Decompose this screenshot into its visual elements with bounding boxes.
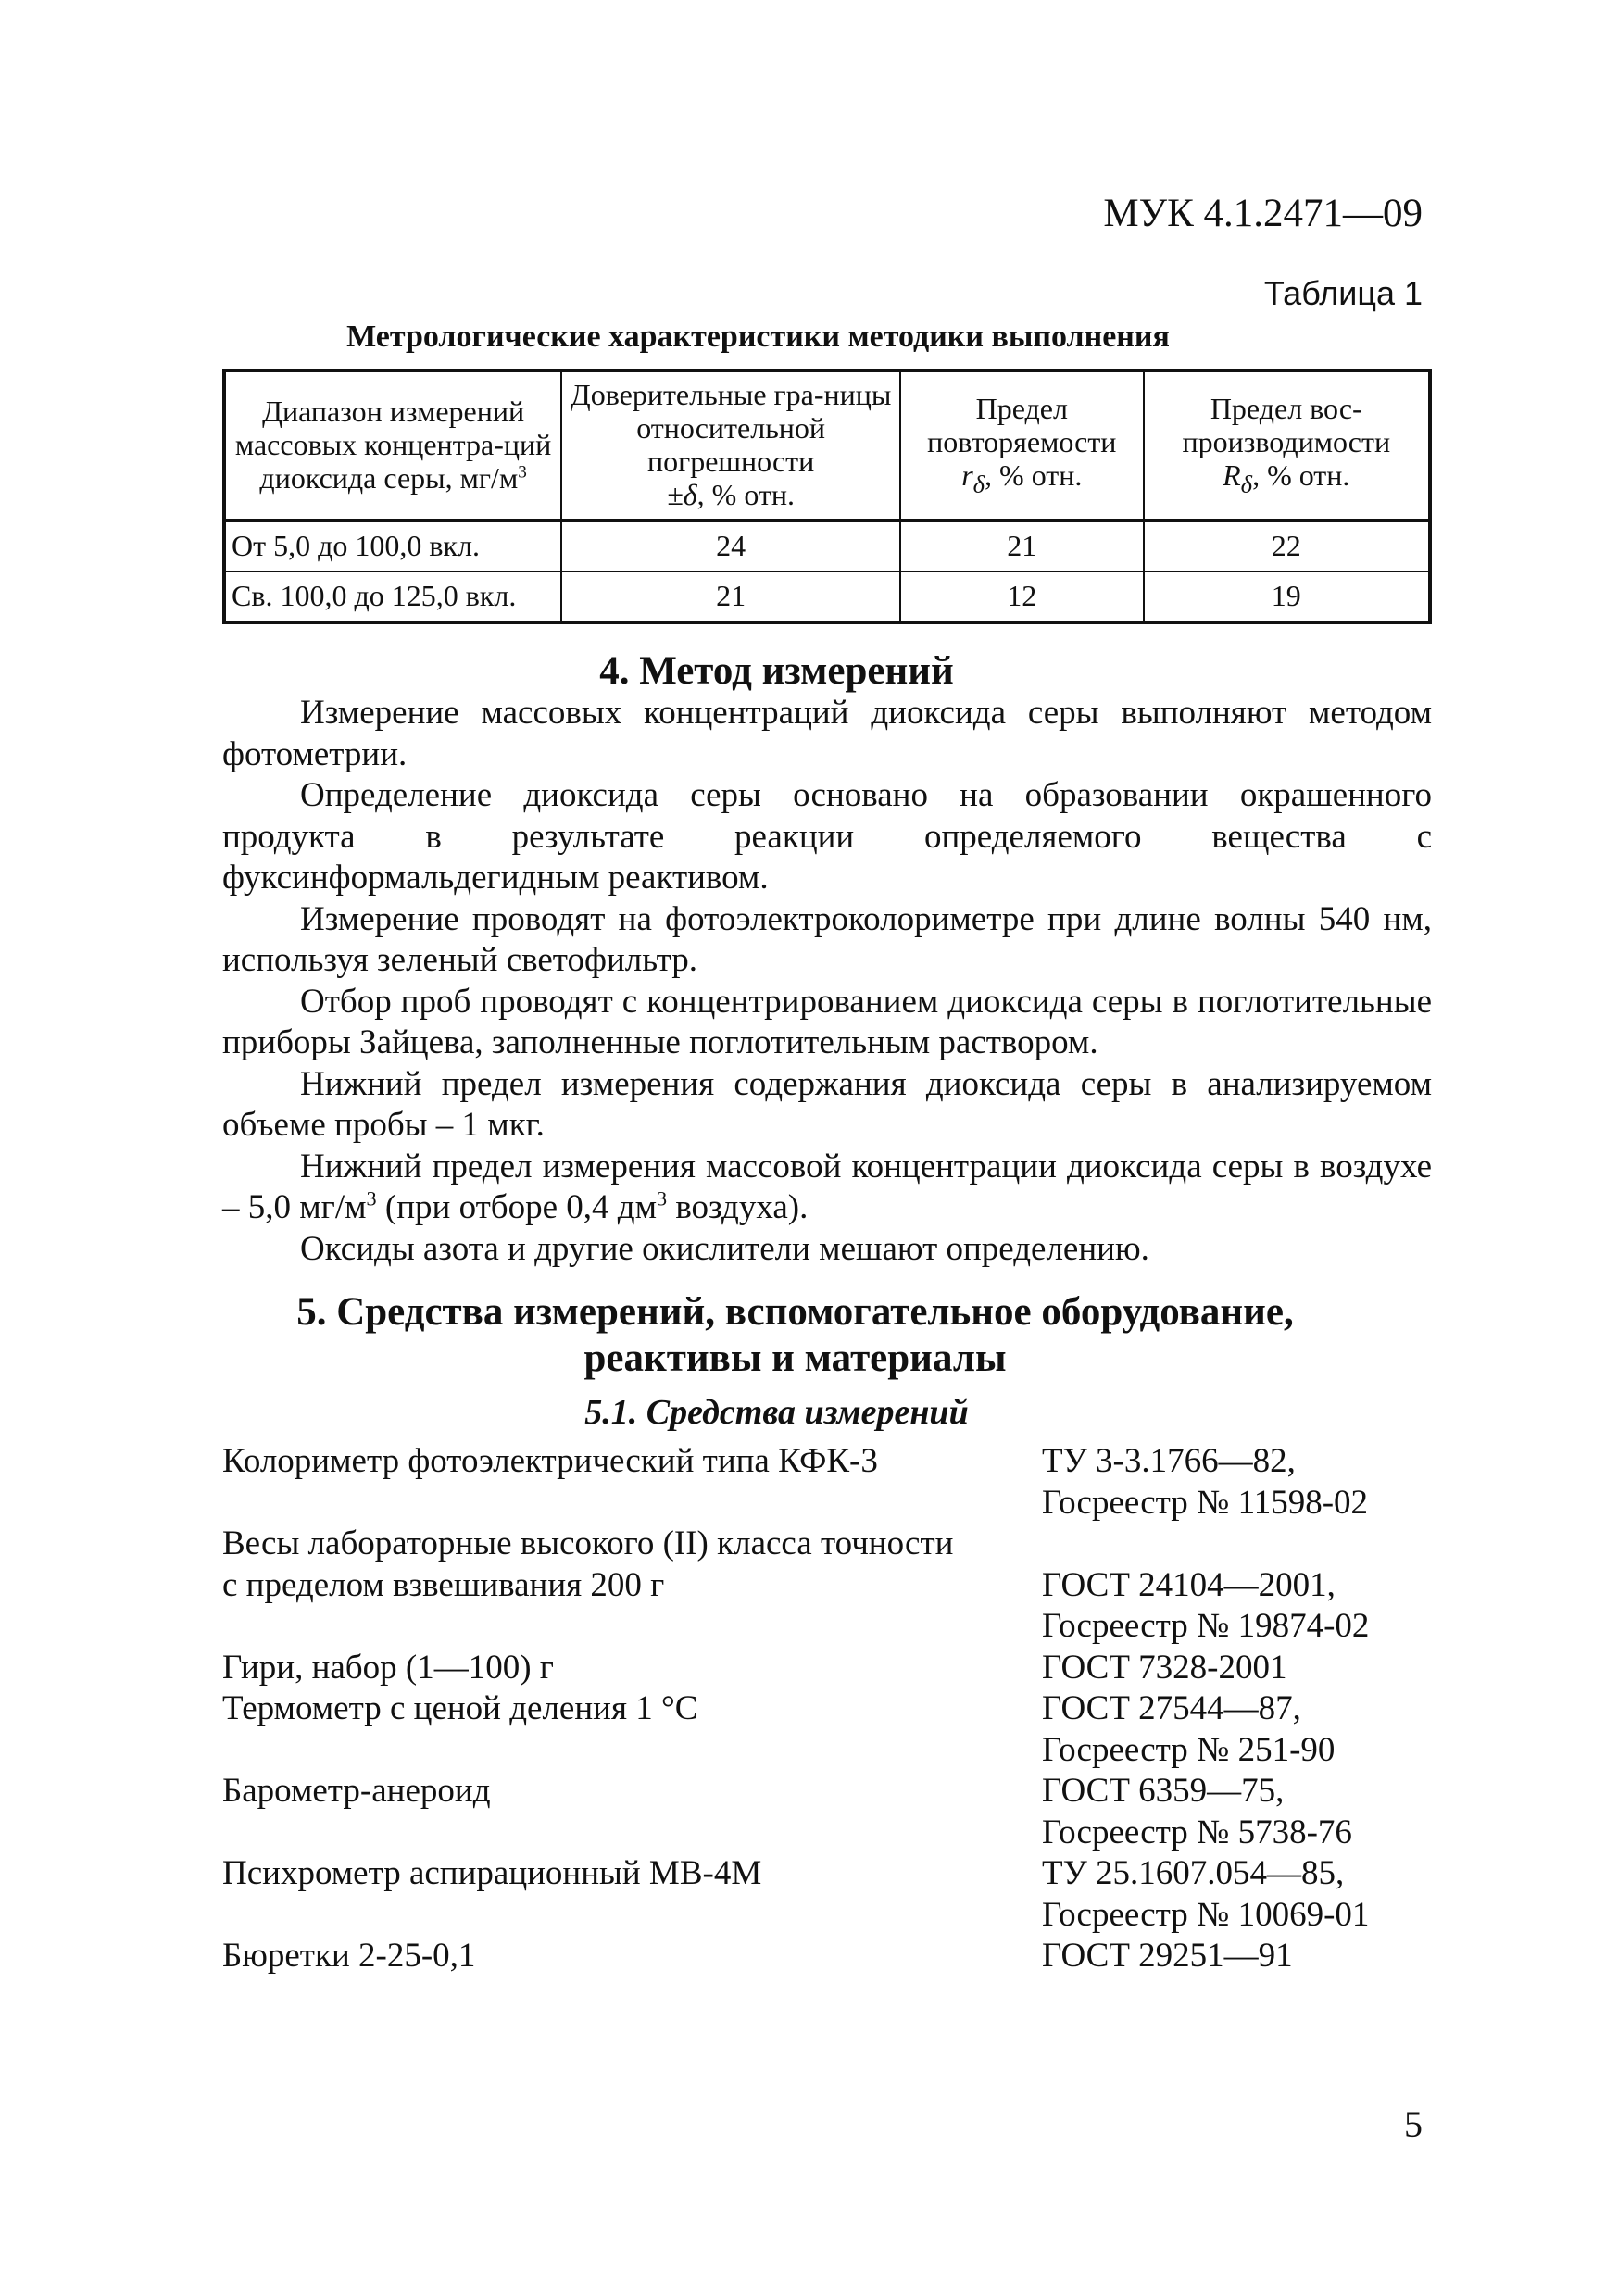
standard-line: ГОСТ 29251—91 (1042, 1937, 1293, 1975)
cell-reproducibility: 22 (1144, 521, 1430, 571)
header-repeatability-symbol: r (961, 458, 973, 492)
section-4-body (222, 693, 1432, 1270)
cell-reproducibility: 19 (1144, 571, 1430, 622)
registry-line: Госреестр № 19874-02 (1042, 1607, 1370, 1645)
paragraph: Отбор проб проводят с концентрированием диоксида серы в поглотительные приборы Зайцева, заполненные поглотительным раствором. (222, 982, 1432, 1061)
cell-delta: 24 (561, 521, 900, 571)
equipment-name: Бюретки 2-25-0,1 (222, 1937, 476, 1975)
header-delta-text: Доверительные гра-ницы относительной погрешности (570, 378, 892, 478)
paragraph (222, 1147, 1432, 1229)
subsection-5-1-heading: 5.1. Средства измерений (584, 1393, 969, 1432)
table-header-row (224, 370, 1430, 521)
header-delta-symbol: ±δ (667, 477, 697, 511)
list-item (222, 1936, 1445, 1977)
superscript: 3 (366, 1186, 377, 1211)
paragraph-part: (при отборе 0,4 дм (376, 1188, 657, 1226)
header-range-text: Диапазон измерений массовых концентра-ций диоксида серы, мг/м (234, 395, 552, 495)
paragraph: Определение диоксида серы основано на образовании окрашенного продукта в результате реакции определяемого вещества с фуксинформальдегидным реактивом. (222, 776, 1432, 897)
registry-line: Госреестр № 5738-76 (1042, 1813, 1352, 1851)
header-repeatability (900, 370, 1143, 521)
section-4-heading: 4. Метод измерений (599, 649, 954, 693)
cell-range: От 5,0 до 100,0 вкл. (224, 521, 561, 571)
metrology-table (222, 369, 1432, 624)
header-range-sup: 3 (518, 462, 527, 483)
standard-line: ГОСТ 7328-2001 (1042, 1648, 1287, 1687)
list-item (222, 1688, 1445, 1771)
list-item (222, 1648, 1445, 1689)
equipment-name: Колориметр фотоэлектрический типа КФК-3 (222, 1442, 878, 1480)
document-code: МУК 4.1.2471—09 (1103, 192, 1423, 235)
header-repeatability-unit: , % отн. (985, 458, 1083, 492)
cell-range: Св. 100,0 до 125,0 вкл. (224, 571, 561, 622)
standard-line: ГОСТ 24104—2001, (1042, 1565, 1336, 1604)
standard-line: ТУ 3-3.1766—82, (1042, 1442, 1296, 1480)
paragraph: Измерение массовых концентраций диоксида серы выполняют методом фотометрии. (222, 694, 1432, 773)
header-reproducibility-sub: δ (1240, 470, 1253, 498)
list-item (222, 1524, 1445, 1648)
equipment-standard (1042, 1853, 1445, 1936)
header-reproducibility (1144, 370, 1430, 521)
list-item (222, 1853, 1445, 1936)
table-row (224, 521, 1430, 571)
equipment-standard (1042, 1648, 1445, 1689)
section-5-heading-line1: 5. Средства измерений, вспомогательное оборудование, (296, 1290, 1294, 1334)
section-5-heading (0, 1289, 1618, 1383)
equipment-name-line: Весы лабораторные высокого (II) класса точности (222, 1524, 954, 1562)
paragraph: Оксиды азота и другие окислители мешают определению. (300, 1229, 1149, 1268)
equipment-name: Барометр-анероид (222, 1772, 491, 1810)
paragraph-part: воздуха). (667, 1188, 809, 1226)
cell-delta: 21 (561, 571, 900, 622)
registry-line: Госреестр № 251-90 (1042, 1730, 1336, 1769)
equipment-standard (1042, 1771, 1445, 1853)
header-repeatability-text: Предел повторяемости (927, 392, 1117, 458)
header-repeatability-sub: δ (972, 470, 985, 498)
cell-repeatability: 21 (900, 521, 1143, 571)
equipment-standard (1042, 1688, 1445, 1771)
standard-line: ГОСТ 27544—87, (1042, 1689, 1301, 1727)
superscript: 3 (656, 1186, 668, 1211)
equipment-standard (1042, 1524, 1445, 1648)
header-reproducibility-text: Предел вос-производимости (1182, 392, 1391, 458)
table-label: Таблица 1 (1263, 274, 1423, 312)
registry-line: Госреестр № 11598-02 (1042, 1483, 1369, 1522)
header-delta-unit: , % отн. (696, 477, 796, 511)
standard-line: ГОСТ 6359—75, (1042, 1772, 1285, 1810)
equipment-standard (1042, 1936, 1445, 1977)
header-reproducibility-unit: , % отн. (1252, 458, 1350, 492)
equipment-list (222, 1441, 1445, 1977)
standard-line: ТУ 25.1607.054—85, (1042, 1854, 1345, 1892)
table-title: Метрологические характеристики методики выполнения (346, 320, 1170, 354)
paragraph-part: Нижний предел измерения массовой концентрации диоксида серы в воздухе – 5,0 мг/м (222, 1147, 1432, 1226)
equipment-name: Гири, набор (1—100) г (222, 1648, 554, 1687)
equipment-standard (1042, 1441, 1445, 1524)
header-delta (561, 370, 900, 521)
equipment-name (222, 1524, 1042, 1648)
section-5-heading-line2: реактивы и материалы (583, 1336, 1007, 1381)
equipment-name-line: с пределом взвешивания 200 г (222, 1565, 665, 1604)
cell-repeatability: 12 (900, 571, 1143, 622)
equipment-name: Психрометр аспирационный МВ-4М (222, 1854, 762, 1892)
header-reproducibility-symbol: R (1223, 458, 1241, 492)
page-number: 5 (1404, 2103, 1423, 2145)
list-item (222, 1771, 1445, 1853)
paragraph: Измерение проводят на фотоэлектроколориметре при длине волны 540 нм, используя зеленый светофильтр. (222, 899, 1432, 979)
equipment-name: Термометр с ценой деления 1 °С (222, 1689, 698, 1727)
header-range (224, 370, 561, 521)
table-row (224, 571, 1430, 622)
list-item (222, 1441, 1445, 1524)
registry-line: Госреестр № 10069-01 (1042, 1895, 1370, 1934)
paragraph: Нижний предел измерения содержания диоксида серы в анализируемом объеме пробы – 1 мкг. (222, 1064, 1432, 1144)
